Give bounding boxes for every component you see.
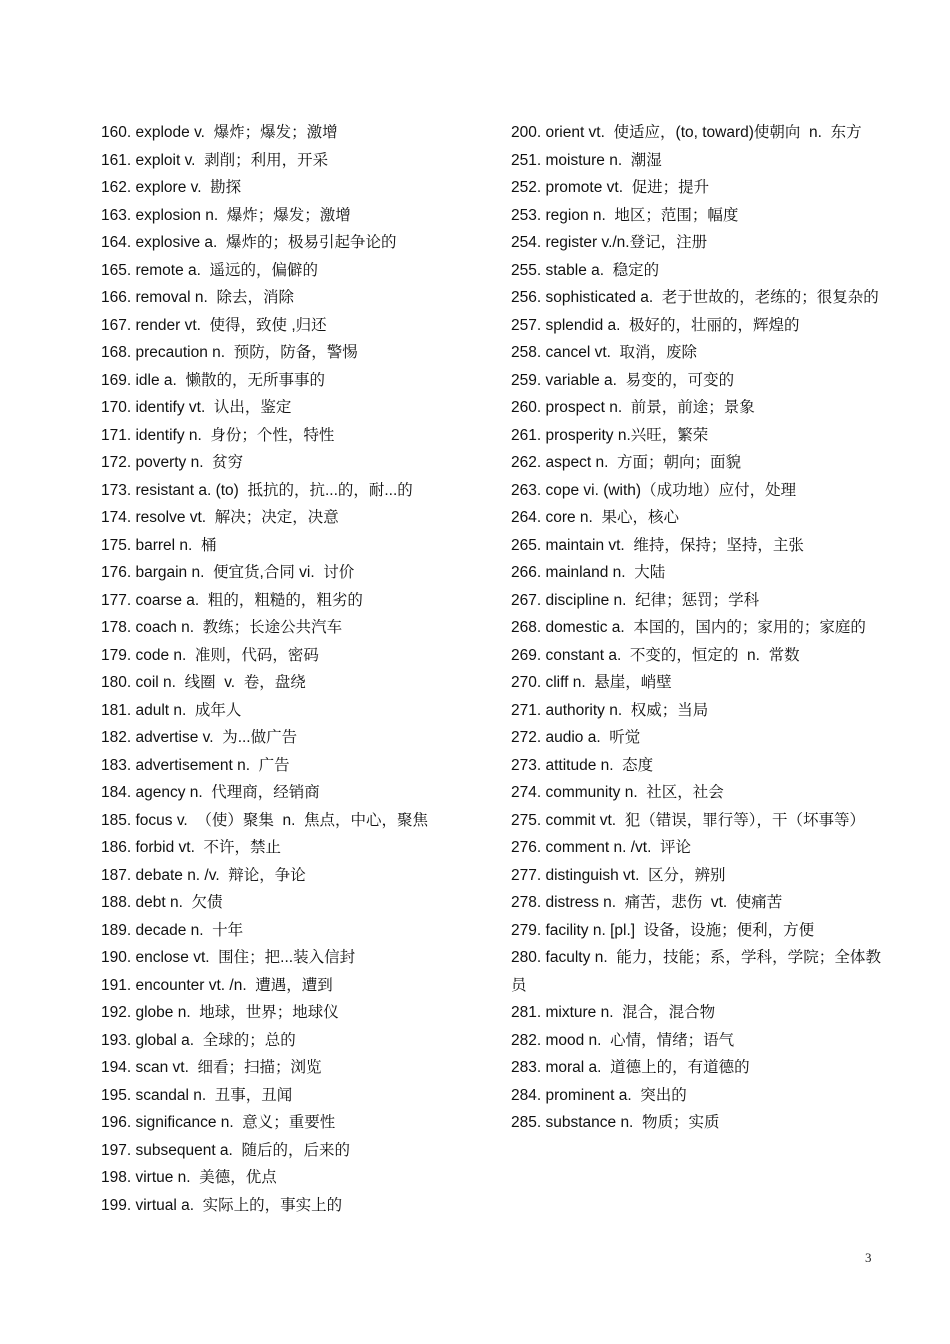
vocabulary-entry: 182. advertise v. 为...做广告 (101, 729, 298, 746)
vocabulary-entry: 160. explode v. 爆炸；爆发；激增 (101, 124, 338, 141)
vocabulary-entry: 189. decade n. 十年 (101, 921, 244, 939)
vocabulary-entry: 251. moisture n. 潮湿 (511, 151, 662, 169)
vocabulary-entry: 170. identify vt. 认出，鉴定 (101, 399, 292, 416)
vocabulary-entry: 257. splendid a. 极好的，壮丽的，辉煌的 (511, 316, 800, 334)
vocabulary-entry: 260. prospect n. 前景，前途；景象 (511, 399, 755, 416)
vocabulary-entry: 186. forbid vt. 不许，禁止 (101, 839, 282, 856)
vocabulary-entry: 255. stable a. 稳定的 (511, 261, 660, 279)
vocabulary-entry: 180. coil n. 线圈 v. 卷，盘绕 (101, 674, 306, 691)
vocabulary-entry: 183. advertisement n. 广告 (101, 756, 290, 774)
vocabulary-entry: 188. debt n. 欠债 (101, 894, 223, 911)
vocabulary-entry: 274. community n. 社区，社会 (511, 784, 724, 801)
vocabulary-entry: 198. virtue n. 美德，优点 (101, 1169, 277, 1186)
vocabulary-entry: 259. variable a. 易变的，可变的 (511, 371, 735, 389)
vocabulary-entry: 258. cancel vt. 取消，废除 (511, 344, 698, 361)
vocabulary-entry: 268. domestic a. 本国的，国内的；家用的；家庭的 (511, 619, 866, 636)
vocabulary-entry: 196. significance n. 意义；重要性 (101, 1114, 336, 1131)
vocabulary-entry: 279. facility n. [pl.] 设备，设施；便利，方便 (511, 921, 815, 939)
vocabulary-entry: 166. removal n. 除去，消除 (101, 289, 294, 306)
vocabulary-entry: 272. audio a. 听觉 (511, 729, 641, 746)
vocabulary-entry: 267. discipline n. 纪律；惩罚；学科 (511, 591, 760, 609)
vocabulary-entry: 275. commit vt. 犯（错误，罪行等），干（坏事等） (511, 811, 865, 829)
vocabulary-column-right (511, 119, 881, 1137)
page-number: 3 (865, 1250, 872, 1265)
vocabulary-entry: 285. substance n. 物质；实质 (511, 1114, 720, 1131)
vocabulary-entry: 276. comment n. /vt. 评论 (511, 839, 692, 856)
vocabulary-entry: 172. poverty n. 贫穷 (101, 454, 244, 471)
vocabulary-entry: 271. authority n. 权威；当局 (511, 701, 709, 719)
vocabulary-column-left (101, 119, 486, 1219)
vocabulary-entry: 263. cope vi. (with)（成功地）应付，处理 (511, 481, 797, 499)
vocabulary-entry: 187. debate n. /v. 辩论，争论 (101, 866, 306, 884)
vocabulary-entry: 282. mood n. 心情，情绪；语气 (511, 1031, 735, 1049)
vocabulary-entry: 197. subsequent a. 随后的，后来的 (101, 1141, 350, 1159)
vocabulary-entry: 168. precaution n. 预防，防备，警惕 (101, 344, 358, 361)
vocabulary-entry: 284. prominent a. 突出的 (511, 1086, 687, 1104)
vocabulary-entry: 193. global a. 全球的；总的 (101, 1031, 296, 1049)
vocabulary-entry: 190. enclose vt. 围住；把...装入信封 (101, 949, 356, 966)
vocabulary-entry: 280. faculty n. 能力，技能；系，学科，学院；全体教员 (511, 949, 881, 994)
vocabulary-entry: 264. core n. 果心，核心 (511, 509, 679, 526)
vocabulary-entry: 262. aspect n. 方面；朝向；面貌 (511, 454, 741, 471)
vocabulary-entry: 174. resolve vt. 解决；决定，决意 (101, 509, 339, 526)
vocabulary-entry: 200. orient vt. 使适应，(to, toward)使朝向 n. 东方 (511, 124, 862, 141)
vocabulary-entry: 171. identify n. 身份；个性，特性 (101, 426, 335, 444)
vocabulary-entry: 181. adult n. 成年人 (101, 701, 242, 719)
vocabulary-entry: 273. attitude n. 态度 (511, 756, 654, 774)
vocabulary-entry: 277. distinguish vt. 区分，辨别 (511, 866, 726, 884)
vocabulary-entry: 177. coarse a. 粗的，粗糙的，粗劣的 (101, 591, 363, 609)
vocabulary-entry: 283. moral a. 道德上的，有道德的 (511, 1059, 750, 1076)
vocabulary-entry: 195. scandal n. 丑事，丑闻 (101, 1086, 293, 1104)
vocabulary-entry: 270. cliff n. 悬崖，峭壁 (511, 674, 672, 691)
vocabulary-entry: 281. mixture n. 混合，混合物 (511, 1004, 716, 1021)
vocabulary-entry: 167. render vt. 使得，致使 ,归还 (101, 316, 327, 334)
vocabulary-entry: 163. explosion n. 爆炸；爆发；激增 (101, 206, 351, 224)
vocabulary-entry: 265. maintain vt. 维持，保持；坚持，主张 (511, 536, 804, 554)
vocabulary-entry: 252. promote vt. 促进；提升 (511, 179, 710, 196)
vocabulary-entry: 278. distress n. 痛苦，悲伤 vt. 使痛苦 (511, 894, 783, 911)
vocabulary-entry: 191. encounter vt. /n. 遭遇，遭到 (101, 976, 333, 994)
vocabulary-entry: 266. mainland n. 大陆 (511, 564, 666, 581)
vocabulary-entry: 253. region n. 地区；范围；幅度 (511, 206, 739, 224)
vocabulary-entry: 269. constant a. 不变的，恒定的 n. 常数 (511, 646, 800, 664)
vocabulary-entry: 161. exploit v. 剥削；利用，开采 (101, 151, 329, 169)
vocabulary-entry: 176. bargain n. 便宜货,合同 vi. 讨价 (101, 564, 355, 581)
vocabulary-entry: 192. globe n. 地球，世界；地球仪 (101, 1004, 339, 1021)
vocabulary-entry: 194. scan vt. 细看；扫描；浏览 (101, 1059, 322, 1076)
vocabulary-entry: 162. explore v. 勘探 (101, 179, 242, 196)
vocabulary-entry: 179. code n. 准则，代码，密码 (101, 646, 319, 664)
vocabulary-entry: 261. prosperity n.兴旺，繁荣 (511, 426, 709, 444)
vocabulary-entry: 173. resistant a. (to) 抵抗的，抗...的，耐...的 (101, 481, 413, 499)
vocabulary-entry: 254. register v./n.登记，注册 (511, 234, 708, 251)
vocabulary-entry: 169. idle a. 懒散的，无所事事的 (101, 371, 325, 389)
vocabulary-entry: 175. barrel n. 桶 (101, 536, 217, 554)
vocabulary-entry: 184. agency n. 代理商，经销商 (101, 784, 320, 801)
vocabulary-entry: 164. explosive a. 爆炸的；极易引起争论的 (101, 234, 397, 251)
vocabulary-entry: 199. virtual a. 实际上的，事实上的 (101, 1196, 343, 1214)
vocabulary-entry: 178. coach n. 教练；长途公共汽车 (101, 619, 343, 636)
vocabulary-entry: 185. focus v. （使）聚集 n. 焦点，中心，聚焦 (101, 811, 428, 829)
vocabulary-entry: 165. remote a. 遥远的，偏僻的 (101, 261, 319, 279)
vocabulary-entry: 256. sophisticated a. 老于世故的，老练的；很复杂的 (511, 289, 879, 306)
